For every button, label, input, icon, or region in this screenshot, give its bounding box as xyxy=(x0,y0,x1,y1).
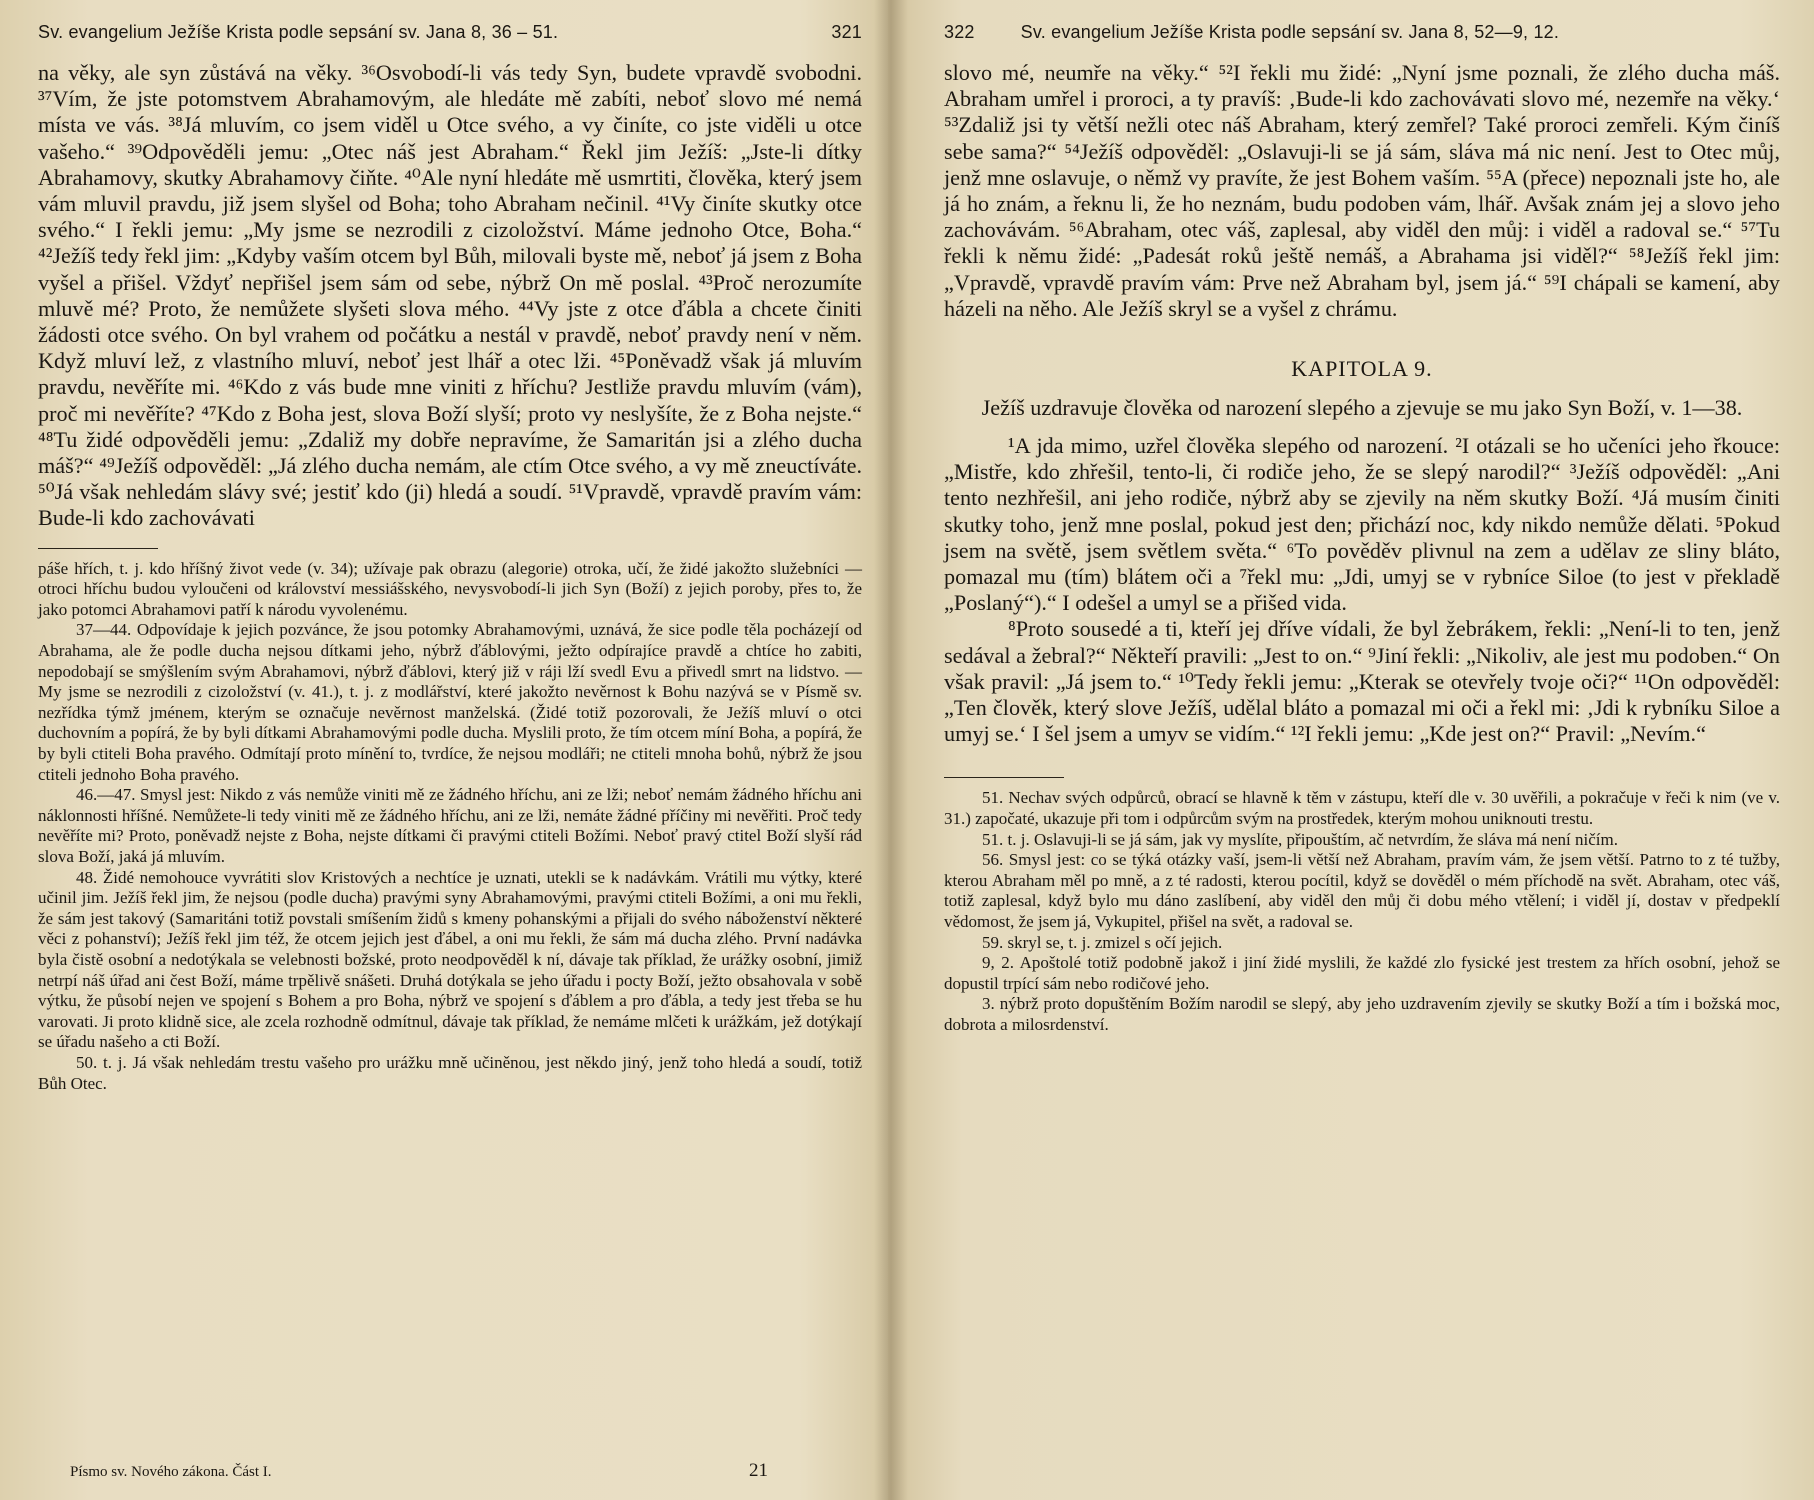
footnote-divider xyxy=(944,777,1064,778)
left-page-footer xyxy=(70,1460,788,1482)
footnote: 51. t. j. Oslavuji-li se já sám, jak vy myslíte, připouštím, ač netvrdím, že sláva má není ničím. xyxy=(982,829,1618,849)
chapter-paragraph: ⁸Proto sousedé a ti, kteří jej dříve vídali, že byl žebrákem, řekli: „Není-li to ten, jenž sedával a žebral?“ Někteří pravili: „Jest to on.“ ⁹Jiní řekli: „Nikoliv, ale jest mu podoben.“ On však pravil: „Já jsem to.“ ¹⁰Tedy řekli jemu: „Kterak se otevřely tvoje oči?“ ¹¹On odpověděl: „Ten člověk, který slove Ježíš, udělal bláto a pomazal mi oči a řekl mi: ‚Jdi k rybníku Siloe a umyj se.‘ I šel jsem a umyv se vidím.“ ¹²I řekli jemu: „Kde jest on?“ Pravil: „Nevím.“ xyxy=(944,616,1780,747)
chapter-paragraph: ¹A jda mimo, uzřel člověka slepého od narození. ²I otázali se ho učeníci jeho řkouce: „Mistře, kdo zhřešil, tento-li, či rodiče jeho, že se slepý narodil?“ ³Ježíš odpověděl: „Ani tento nezhřešil, ani jeho rodiče, nýbrž aby se zjevily na něm skutky Boží. ⁴Já musím činiti skutky toho, jenž mne poslal, pokud jest den; přichází noc, kdy nikdo nemůže dělati. ⁵Pokud jsem na světě, jsem světlem světa.“ ⁶To pověděv plivnul na zem a udělav ze sliny bláto, pomazal mu (tím) blátem oči a ⁷řekl mu: „Jdi, umyj se v rybníce Siloe (to jest v překladě „Poslaný“).“ I odešel a umyl se a přišed vida. xyxy=(944,433,1780,616)
right-running-head xyxy=(944,22,1780,52)
chapter-title: KAPITOLA 9. xyxy=(1291,356,1433,382)
left-body-text: na věky, ale syn zůstává na věky. ³⁶Osvobodí-li vás tedy Syn, budete vpravdě svobodni. ³⁷Vím, že jste potomstvem Abrahamovým, ale hledáte mě zabíti, neboť slovo mé nemá místa ve vás. ³⁸Já mluvím, co jsem viděl u Otce svého, a vy činíte, co jste viděli u otce vašeho.“ ³⁹Odpověděli jemu: „Otec náš jest Abraham.“ Řekl jim Ježíš: „Jste-li dítky Abrahamovy, skutky Abrahamovy čiňte. ⁴⁰Ale nyní hledáte mě usmrtiti, člověka, který jsem vám mluvil pravdu, již jsem slyšel od Boha; toho Abraham nečinil. ⁴¹Vy činíte skutky otce svého.“ I řekli jemu: „My jsme se nezrodili z cizoložství. Máme jednoho Otce, Boha.“ ⁴²Ježíš tedy řekl jim: „Kdyby vaším otcem byl Bůh, milovali byste mě, neboť já jsem z Boha vyšel a přišel. Vždyť nepřišel jsem sám od sebe, nýbrž On mě poslal. ⁴³Proč nerozumíte mluvě mé? Proto, že nemůžete slyšeti slova mého. ⁴⁴Vy jste z otce ďábla a chcete činiti žádosti otce svého. On byl vrahem od počátku a nestál v pravdě, neboť pravdy není v něm. Když mluví lež, z vlastního mluví, neboť jest lhář a otec lži. ⁴⁵Poněvadž však já mluvím pravdu, nevěříte mi. ⁴⁶Kdo z vás bude mne viniti z hříchu? Jestliže pravdu mluvím (vám), proč mi nevěříte? ⁴⁷Kdo z Boha jest, slova Boží slyší; proto vy neslyšíte, že z Boha nejste.“ ⁴⁸Tu židé odpověděli jemu: „Zdaliž my dobře nepravíme, že Samaritán jsi a zlého ducha máš?“ ⁴⁹Ježíš odpověděl: „Já zlého ducha nemám, ale ctím Otce svého, a vy mě zneuctíváte. ⁵⁰Já však nehledám slávy své; jestiť kdo (ji) hledá a soudí. ⁵¹Vpravdě, vpravdě pravím vám: Bude-li kdo zachovávati xyxy=(38,60,862,531)
footnote: 48. Židé nemohouce vyvrátiti slov Kristových a nechtíce je uznati, utekli se k nadávkám. Vrátili mu výtky, které učinil jim. Ježíš řekl jim, že nejsou (podle ducha) pravými syny Abrahamovými, pravými ctiteli Božími, a oni mu řekli, že sám jest takový (Samaritáni totiž povstali smíšením židů s kmeny pohanskými a přijali do svého náboženství některé věci z pohanství); Ježíš řekl jim též, že otcem jejich jest ďábel, a oni mu řekli, že sám má ducha zlého. První nadávka byla čistě osobní a nedotýkala se velebnosti božské, proto neodpověděl k ní, dávaje tak příklad, že urážky osobní, jimiž netrpí náš úřad ani čest Boží, máme trpělivě snášeti. Druhá dotýkala se jeho úřadu i pocty Boží, ježto obsahovala v sobě výtku, že působí nejen ve spojení s Bohem a pro Boha, nýbrž ve spojení s ďáblem a pro ďábla, a tedy jest třeba se hu varovati. Ji proto klidně sice, ale zcela rozhodně odmítnul, dávaje tak příklad, že nemáme mlčeti k urážkám, jež dotýkají se úřadu našeho a cti Boží. xyxy=(38,867,862,1052)
footnote: 50. t. j. Já však nehledám trestu vašeho pro urážku mně učiněnou, jest někdo jiný, jenž toho hledá a soudí, totiž Bůh Otec. xyxy=(38,1052,862,1093)
right-header-title: Sv. evangelium Ježíše Krista podle sepsání sv. Jana 8, 52—9, 12. xyxy=(1020,22,1560,42)
chapter-summary: Ježíš uzdravuje člověka od narození slepého a zjevuje se mu jako Syn Boží, v. 1—38. xyxy=(981,395,1743,421)
book-title-footer: Písmo sv. Nového zákona. Část I. xyxy=(70,1464,272,1480)
footnote: páše hřích, t. j. kdo hříšný život vede (v. 34); užívaje pak obrazu (alegorie) otroka, učí, že židé jakožto služebníci — otroci hříchu budou vyloučeni od království messiášského, nevysvobodí-li jich Syn (Boží) z jejich poroby, přes to, že jako potomci Abrahamovi patří k národu vyvolenému. xyxy=(38,558,862,619)
right-page-number: 322 xyxy=(944,22,975,42)
footnote: 59. skryl se, t. j. zmizel s očí jejich. xyxy=(982,932,1223,952)
right-body-text: slovo mé, neumře na věky.“ ⁵²I řekli mu židé: „Nyní jsme poznali, že zlého ducha máš. Abraham umřel i proroci, a ty pravíš: ‚Bude-li kdo zachovávati slovo mé, nezemře na věky.‘ ⁵³Zdaliž jsi ty větší nežli otec náš Abraham, který zemřel? Také proroci zemřeli. Kým činíš sebe sama?“ ⁵⁴Ježíš odpověděl: „Oslavuji-li se já sám, sláva má nic není. Jest to Otec můj, jenž mne oslavuje, o němž vy pravíte, že jest Bohem vaším. ⁵⁵A (přece) nepoznali jste ho, ale já ho znám, a řeknu li, že ho neznám, budu podoben vám, lhář. Avšak znám jej a slovo jeho zachovávám. ⁵⁶Abraham, otec váš, zaplesal, aby viděl den můj: i viděl a radoval se.“ ⁵⁷Tu řekli k němu židé: „Padesát roků ještě nemáš, a Abrahama jsi viděl?“ ⁵⁸Ježíš řekl jim: „Vpravdě, vpravdě pravím vám: Prve než Abraham byl, jsem já.“ ⁵⁹I chápali se kamení, aby házeli na něho. Ale Ježíš skryl se a vyšel z chrámu. xyxy=(944,60,1780,321)
footnote: 51. Nechav svých odpůrců, obrací se hlavně k těm v zástupu, kteří dle v. 30 uvěřili, a pokračuje v řeči k nim (ve v. 31.) započaté, ukazuje při tom i odpůrcům svým na prostředek, kterým mohou uniknouti trestu. xyxy=(944,788,1780,829)
footnote: 37—44. Odpovídaje k jejich pozvánce, že jsou potomky Abrahamovými, uznává, že sice podle těla pocházejí od Abrahama, ale že podle ducha nejsou dítkami jeho, nýbrž ďáblovými, ježto odpírajíce pravdě a chtíce ho zabiti, nepodobají se smýšlením svým Abrahamovi, nýbrž ďáblovi, který již v ráji lží svedl Evu a přivedl smrt na lidstvo. — My jsme se nezrodili z cizoložství (v. 41.), t. j. z modlářství, které jakožto nevěrnost k Bohu nazývá se v Písmě sv. nezřídka týmž jménem, kterým se označuje nevěrnost manželská. (Židé totiž pozorovali, že Ježíš mluví o otci duchovním a popírá, že by byli dítkami Abrahamovými podle ducha. Myslili proto, že tím otcem míní Boha, a popírá, že by byli ctiteli Boha pravého. Odmítají proto mínění to, tvrdíce, že nejsou modláři; ne ctiteli mnoha bohů, nýbrž že jsou ctiteli jednoho Boha pravého. xyxy=(38,620,862,784)
left-header-title: Sv. evangelium Ježíše Krista podle sepsání sv. Jana 8, 36 – 51. xyxy=(38,22,559,42)
signature-mark: 21 xyxy=(749,1460,768,1481)
left-running-head xyxy=(38,22,862,52)
right-footnotes xyxy=(944,788,1780,1035)
left-page xyxy=(0,0,888,1500)
left-page-number: 321 xyxy=(831,22,862,42)
right-page xyxy=(888,0,1814,1500)
left-footnotes xyxy=(38,559,862,1094)
footnote: 56. Smysl jest: co se týká otázky vaší, jsem-li větší než Abraham, pravím vám, že jsem větší. Patrno to z té tužby, kterou Abraham měl po mně, a z té radosti, kterou pocítil, když se dověděl o mém příchodě na svět. Abraham, otec váš, totiž zaplesal, když bylo mu dáno zaslíbení, aby viděl den můj či dobu mého vtělení; i viděl jí, dostav v předpeklí vědomost, že jsem já, Vykupitel, přišel na svět, a radoval se. xyxy=(944,850,1780,932)
footnote: 46.—47. Smysl jest: Nikdo z vás nemůže viniti mě ze žádného hříchu, ani ze lži; neboť nemám žádného hříchu ani náklonnosti hříšné. Nemůžete-li tedy viniti mě ze žádného hříchu, ani ze lži, nemáte žádné příčiny mi nevěřiti. Proč tedy nevěříte mi? Proto, poněvadž nejste z Boha, nejste dítkami či pravými ctiteli Božími. Neboť pravý ctitel Boží slyší rád slova Boží, jaká já mluvím. xyxy=(38,785,862,866)
footnote: 9, 2. Apoštolé totiž podobně jakož i jiní židé myslili, že každé zlo fysické jest trestem za hřích osobní, jehož se dopustil trpící sám nebo rodičové jeho. xyxy=(944,953,1780,993)
footnote: 3. nýbrž proto dopuštěním Božím narodil se slepý, aby jeho uzdravením zjevily se skutky Boží a tím i božská moc, dobrota a milosrdenství. xyxy=(944,994,1780,1034)
footnote-divider xyxy=(38,548,158,549)
